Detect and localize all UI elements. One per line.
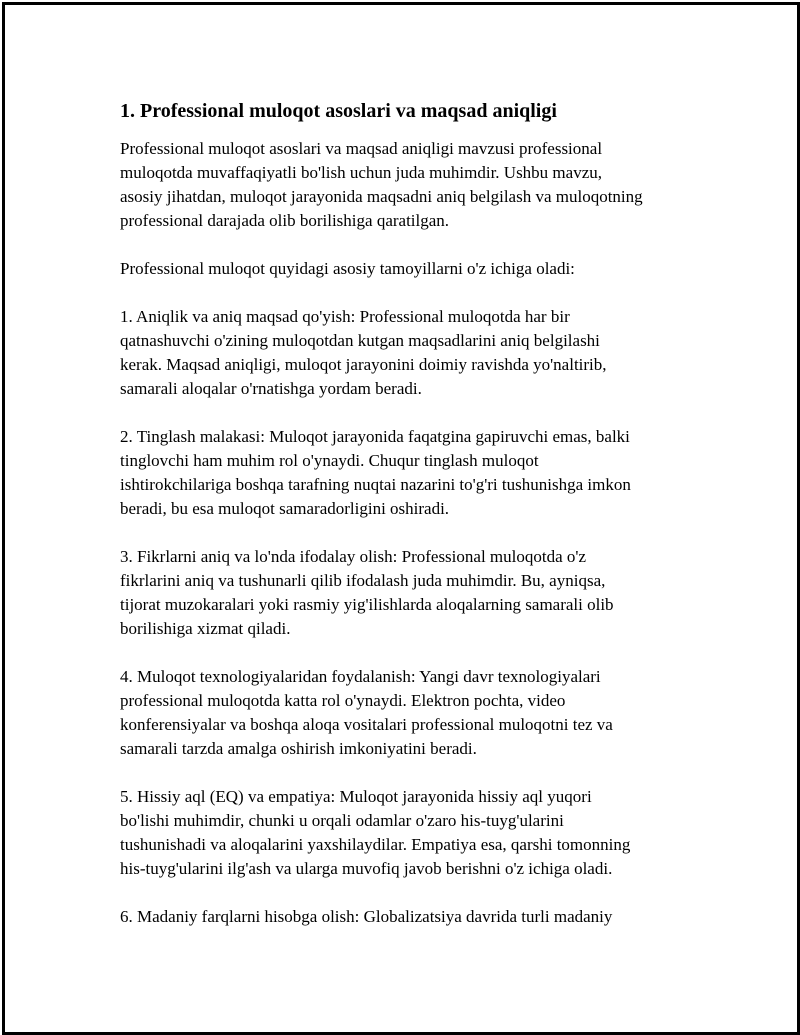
document-body [120, 97, 700, 953]
principle-6-paragraph: 6. Madaniy farqlarni hisobga olish: Globalizatsiya davrida turli madaniy [120, 907, 613, 926]
principles-intro-paragraph: Professional muloqot quyidagi asosiy tamoyillarni o'z ichiga oladi: [120, 259, 575, 278]
principle-5-paragraph: 5. Hissiy aql (EQ) va empatiya: Muloqot jarayonida hissiy aql yuqori bo'lishi muhimdir, chunki u orqali odamlar o'zaro his-tuyg'ularini tushunishadi va aloqalarini yaxshilaydilar. Empatiya esa, qarshi tomonning his-tuyg'ularini ilg'ash va ularga muvofiq javob berishni o'z ichiga oladi. [120, 787, 631, 878]
principle-1-paragraph: 1. Aniqlik va aniq maqsad qo'yish: Professional muloqotda har bir qatnashuvchi o'zining muloqotdan kutgan maqsadlarini aniq belgilashi kerak. Maqsad aniqligi, muloqot jarayonini doimiy ravishda yo'naltirib, samarali aloqalar o'rnatishga yordam beradi. [120, 307, 607, 398]
document-page [2, 2, 800, 1035]
document-title: 1. Professional muloqot asoslari va maqsad aniqligi [120, 100, 557, 122]
principle-4-paragraph: 4. Muloqot texnologiyalaridan foydalanish: Yangi davr texnologiyalari professional muloqotda katta rol o'ynaydi. Elektron pochta, video konferensiyalar va boshqa aloqa vositalari professional muloqotni tez va samarali tarzda amalga oshirish imkoniyatini beradi. [120, 667, 613, 758]
principle-2-paragraph: 2. Tinglash malakasi: Muloqot jarayonida faqatgina gapiruvchi emas, balki tinglovchi ham muhim rol o'ynaydi. Chuqur tinglash muloqot ishtirokchilariga boshqa tarafning nuqtai nazarini to'g'ri tushunishga imkon beradi, bu esa muloqot samaradorligini oshiradi. [120, 427, 631, 518]
principle-3-paragraph: 3. Fikrlarni aniq va lo'nda ifodalay olish: Professional muloqotda o'z fikrlarini aniq va tushunarli qilib ifodalash juda muhimdir. Bu, ayniqsa, tijorat muzokaralari yoki rasmiy yig'ilishlarda aloqalarning samarali olib borilishiga xizmat qiladi. [120, 547, 614, 638]
intro-paragraph: Professional muloqot asoslari va maqsad aniqligi mavzusi professional muloqotda muvaffaqiyatli bo'lish uchun juda muhimdir. Ushbu mavzu, asosiy jihatdan, muloqot jarayonida maqsadni aniq belgilash va muloqotning professional darajada olib borilishiga qaratilgan. [120, 139, 643, 230]
